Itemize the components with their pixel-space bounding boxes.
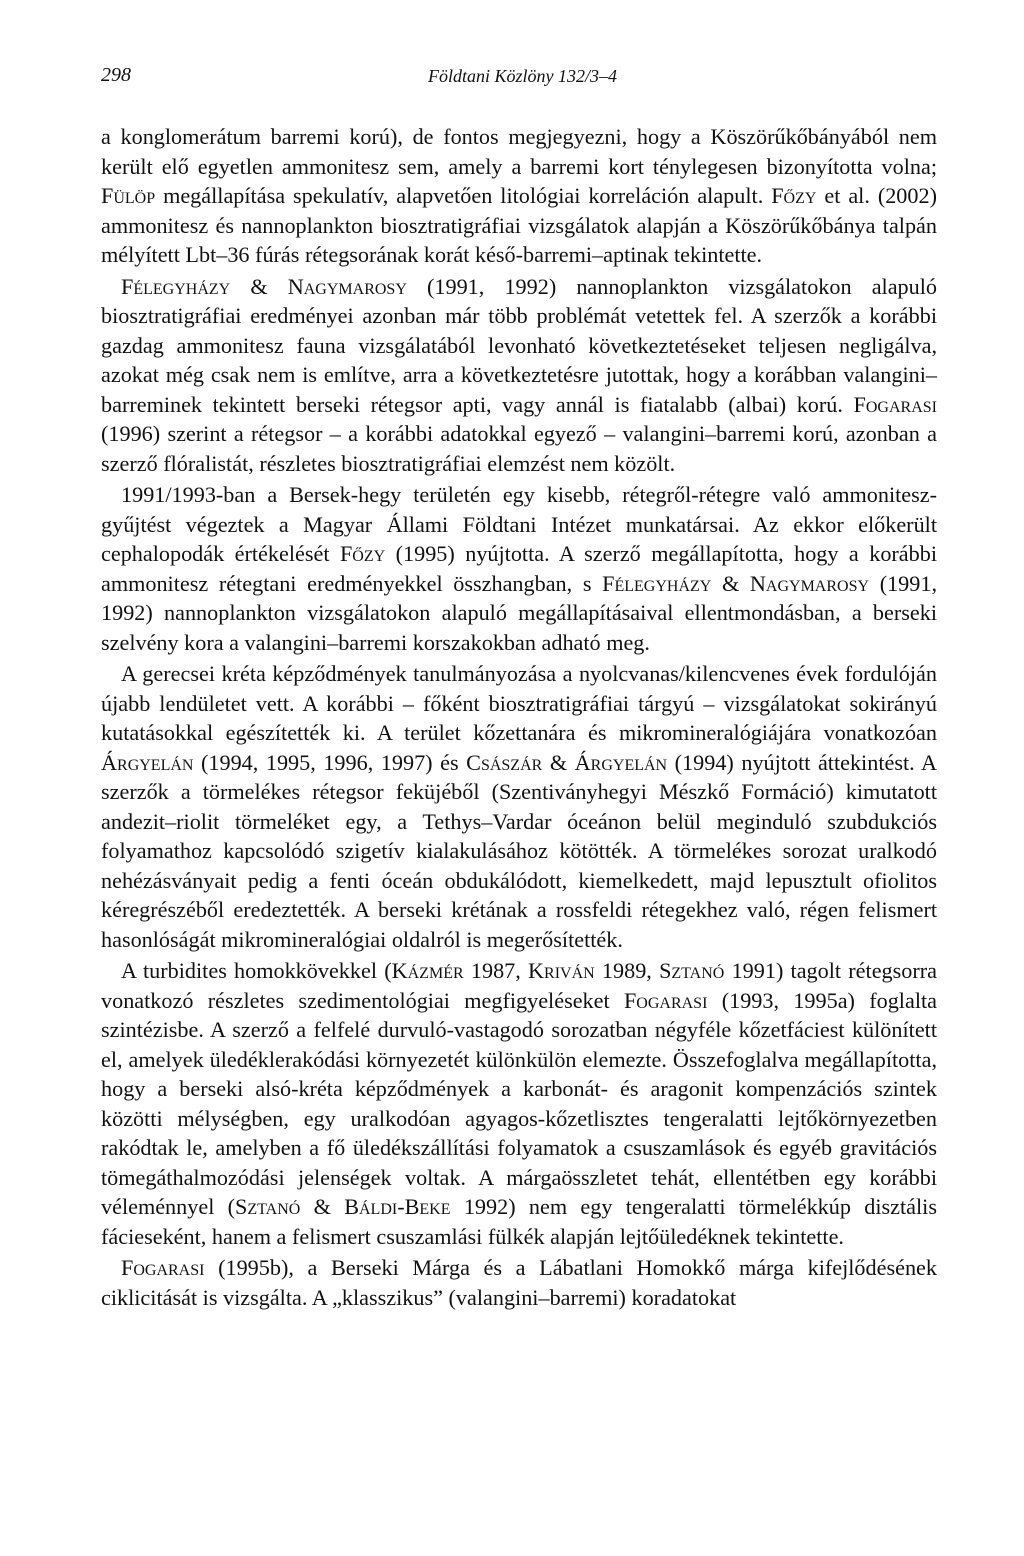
author-name: Nagymarosy: [287, 273, 407, 299]
page-number: 298: [101, 64, 131, 86]
author-name: Kriván: [528, 958, 595, 983]
author-name: Nagymarosy: [749, 570, 870, 596]
paragraph: Félegyházy & Nagymarosy (1991, 1992) nannoplankton vizsgálatokon alapuló biosztratigráfiai eredményei azonban már több problémát vetettek fel. A szerzők a korábbi gazdag ammonitesz fauna vizsgálatából levonható következtetéseket teljesen negligálva, azokat még csak nem is említve, arra a következtetésre jutottak, hogy a korábban valangini–barreminek tekintett berseki rétegsor apti, vagy annál is fiatalabb (albai) korú. Fogarasi (1996) szerint a rétegsor – a korábbi adatokkal egyező – valangini–barremi korú, azonban a szerző flóralistát, részletes biosztratigráfiai elemzést nem közölt.: [101, 273, 937, 476]
author-name: Fogarasi: [853, 391, 937, 417]
author-name: Sztanó: [235, 1194, 301, 1219]
running-head: [101, 64, 927, 94]
author-name: Félegyházy: [121, 273, 231, 299]
journal-title: Földtani Közlöny 132/3–4: [428, 66, 617, 86]
paragraph: 1991/1993-ban a Bersek-hegy területén egy kisebb, rétegről-rétegre való ammonitesz-gyűjtést végeztek a Magyar Állami Földtani Intézet munkatársai. Az ekkor előkerült cephalopodák értékelését Főzy (1995) nyújtotta. A szerző megállapította, hogy a korábbi ammonitesz rétegtani eredményekkel összhangban, s Félegyházy & Nagymarosy (1991, 1992) nannoplankton vizsgálatokon alapuló megállapításaival ellentmondásban, a berseki szelvény kora a valangini–barremi korszakokban adható meg.: [101, 482, 938, 655]
paragraph: Fogarasi (1995b), a Berseki Márga és a Lábatlani Homokkő márga kifejlődésének ciklicitását is vizsgálta. A „klasszikus” (valangini–barremi) koradatokat: [101, 1255, 937, 1310]
author-name: Félegyházy: [602, 570, 712, 596]
author-name: Árgyelán: [101, 749, 194, 775]
author-name: Főzy: [339, 541, 386, 566]
paragraph: A turbidites homokkövekkel (Kázmér 1987, Kriván 1989, Sztanó 1991) tagolt rétegsorra vonatkozó részletes szedimentológiai megfigyeléseket Fogarasi (1993, 1995a) foglalta szintézisbe. A szerző a felfelé durvuló-vastagodó sorozatban négyféle kőzetfáciest különített el, amelyek üledéklerakódási környezetét különkülön elemezte. Összefoglalva megállapította, hogy a berseki alsó-kréta képződmények a karbonát- és aragonit kompenzációs szintek közötti mélységben, egy uralkodóan agyagos-kőzetlisztes tengeralatti lejtőkörnyezetben rakódtak le, amelyben a fő üledékszállítási folyamatok a csuszamlások és egyéb gravitációs tömegáthalmozódási jelenségek voltak. A márgaösszletet tehát, ellentétben egy korábbi véleménnyel (Sztanó & Báldi-Beke 1992) nem egy tengeralatti törmelékkúp disztális fácieseként, hanem a felismert csuszamlási fülkék alapján lejtőüledéknek tekintette.: [101, 958, 937, 1249]
paragraph: a konglomerátum barremi korú), de fontos megjegyezni, hogy a Köszörűkőbányából nem került elő egyetlen ammonitesz sem, amely a barremi kort ténylegesen bizonyította volna; Fülöp megállapítása spekulatív, alapvetően litológiai korreláción alapult. Főzy et al. (2002) ammonitesz és nannoplankton biosztratigráfiai vizsgálatok alapján a Köszörűkőbánya talpán mélyített Lbt–36 fúrás rétegsorának korát késő-barremi–aptinak tekintette.: [101, 124, 937, 267]
author-name: Fogarasi: [623, 987, 708, 1013]
author-name: Főzy: [771, 183, 817, 208]
paragraph: A gerecsei kréta képződmények tanulmányozása a nyolcvanas/kilencvenes évek fordulóján újabb lendületet vett. A korábbi – főként biosztratigráfiai tárgyú – vizsgálatokat sokirányú kutatásokkal egészítették ki. A terület kőzettanára és mikromineralógiájára vonatkozóan Árgyelán (1994, 1995, 1996, 1997) és Császár & Árgyelán (1994) nyújtott áttekintést. A szerzők a törmelékes rétegsor feküjéből (Szentiványhegyi Mészkő Formáció) kimutatott andezit–riolit törmeléket egy, a Tethys–Vardar óceánon belül meginduló szubdukciós folyamathoz kapcsolódó szigetív kialakulásához kötötték. A törmelékes sorozat uralkodó nehézásványait pedig a fenti óceán obdukálódott, kiemelkedett, majd lepusztult ofiolitos kéregrészéből eredeztették. A berseki krétának a rossfeldi rétegekhez való, régen felismert hasonlóságát mikromineralógiai oldalról is megerősítették.: [101, 661, 938, 952]
author-name: Fogarasi: [121, 1255, 205, 1280]
author-name: Sztanó: [659, 958, 725, 983]
author-name: Kázmér: [391, 958, 464, 983]
author-name: Báldi-Beke: [344, 1194, 451, 1219]
author-name: Császár: [466, 749, 543, 775]
body-text: [101, 122, 937, 1314]
author-name: Árgyelán: [574, 749, 668, 775]
author-name: Fülöp: [101, 183, 156, 208]
